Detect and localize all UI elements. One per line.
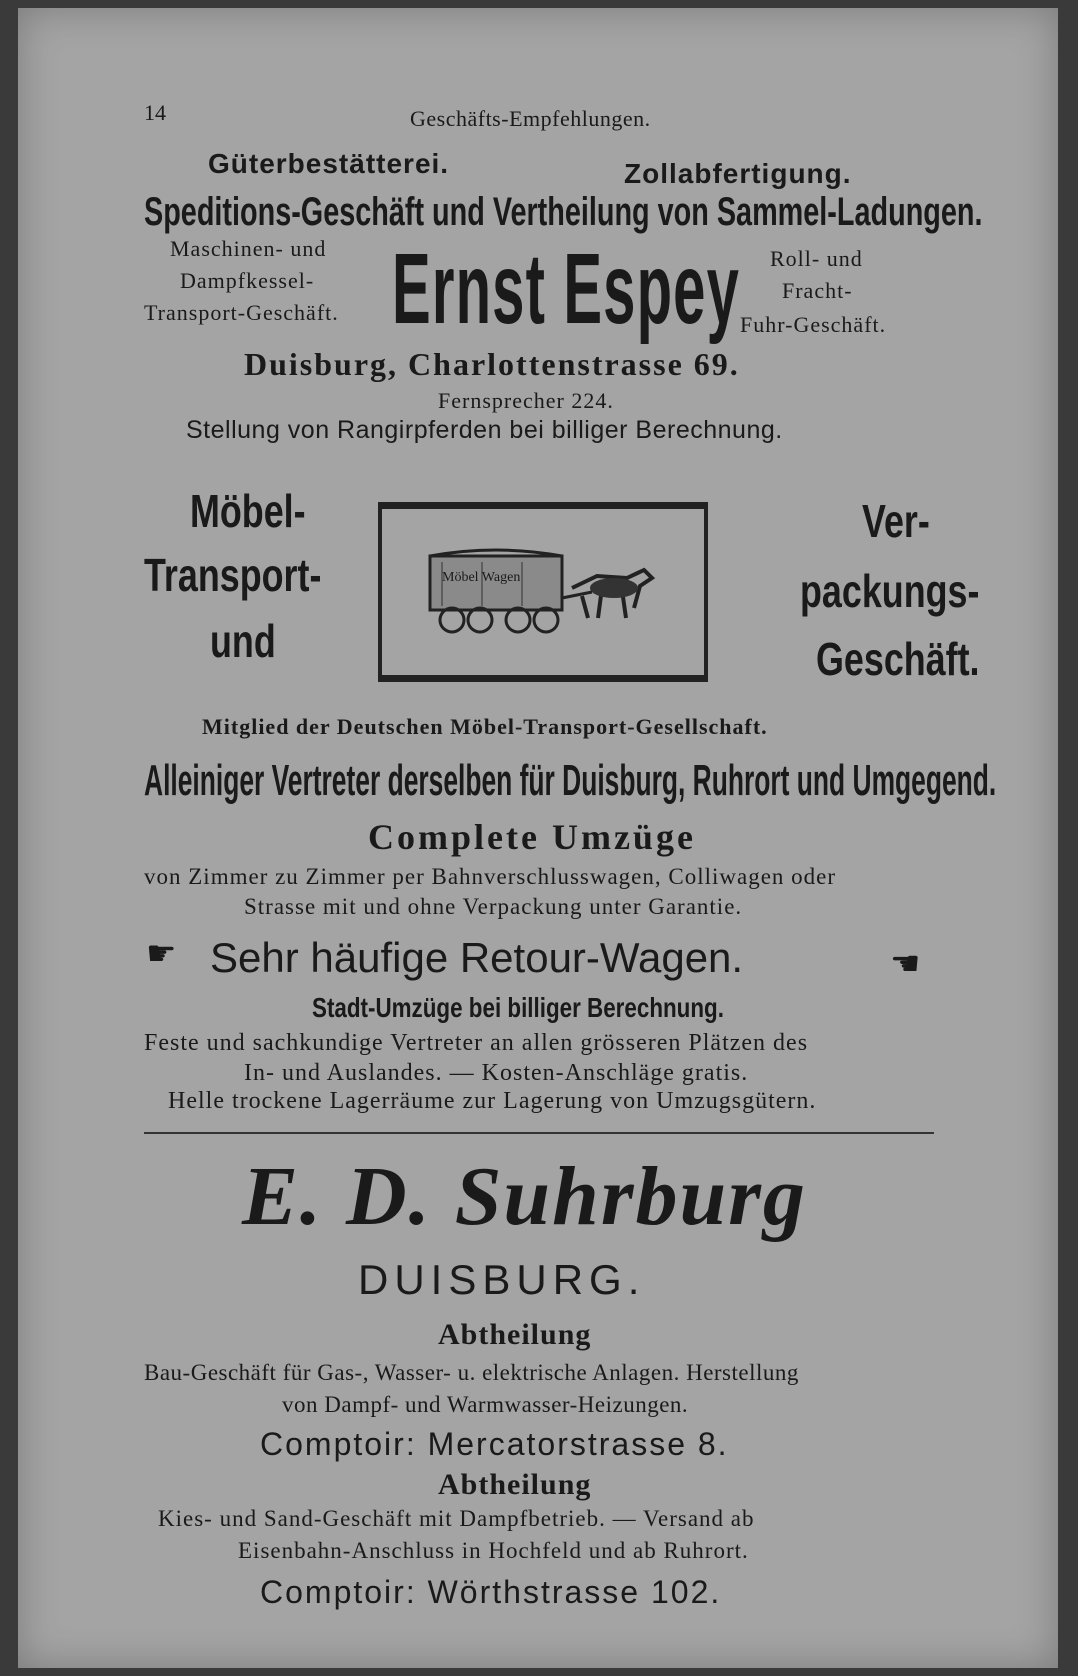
left-block-3: und	[210, 615, 276, 667]
espey-headline: Speditions-Geschäft und Vertheilung von Sammel-Ladungen.	[144, 190, 983, 234]
running-title: Geschäfts-Empfehlungen.	[410, 106, 651, 131]
section1-office: Comptoir: Mercatorstrasse 8.	[260, 1426, 729, 1462]
city-moves-line: Stadt-Umzüge bei billiger Berechnung.	[312, 992, 724, 1023]
company-name-espey: Ernst Espey	[392, 233, 741, 345]
suhrburg-city: DUISBURG.	[358, 1256, 646, 1303]
left-block-1: Möbel-	[190, 485, 306, 537]
complete-moves-line-2: Strasse mit und ohne Verpackung unter Garantie.	[244, 894, 743, 919]
section1-title: Abtheilung	[438, 1318, 592, 1351]
page	[18, 8, 1058, 1668]
right-block-1: Ver-	[862, 495, 930, 547]
right-block-2: packungs-	[800, 565, 980, 617]
storage-line: Helle trockene Lagerräume zur Lagerung von Umzugsgütern.	[168, 1088, 817, 1114]
wagon-label: Möbel Wagen	[442, 570, 521, 585]
pointing-hand-right-icon: ☚	[890, 944, 921, 984]
section1-line-1: Bau-Geschäft für Gas-, Wasser- u. elektrische Anlagen. Herstellung	[144, 1360, 799, 1385]
espey-service-line: Stellung von Rangirpferden bei billiger Berechnung.	[186, 416, 783, 444]
left-service-3: Transport-Geschäft.	[144, 300, 339, 325]
page-number: 14	[144, 100, 166, 125]
espey-address: Duisburg, Charlottenstrasse 69.	[244, 346, 740, 382]
section2-title: Abtheilung	[438, 1468, 592, 1501]
right-service-1: Roll- und	[770, 246, 863, 271]
membership-line: Mitglied der Deutschen Möbel-Transport-Gesellschaft.	[202, 714, 768, 739]
complete-moves-line-1: von Zimmer zu Zimmer per Bahnverschlusswagen, Colliwagen oder	[144, 864, 837, 889]
section2-line-2: Eisenbahn-Anschluss in Hochfeld und ab Ruhrort.	[238, 1538, 749, 1563]
left-block-2: Transport-	[144, 549, 322, 601]
complete-moves-heading: Complete Umzüge	[368, 817, 696, 857]
agents-line-2: In- und Auslandes. — Kosten-Anschläge gratis.	[244, 1060, 749, 1086]
section2-line-1: Kies- und Sand-Geschäft mit Dampfbetrieb. — Versand ab	[158, 1506, 755, 1531]
right-block-3: Geschäft.	[816, 633, 980, 685]
left-service-2: Dampfkessel-	[180, 268, 315, 293]
top-left-heading: Güterbestätterei.	[208, 148, 450, 179]
espey-phone: Fernsprecher 224.	[438, 388, 614, 413]
moving-wagon-illustration	[422, 548, 662, 638]
agents-line-1: Feste und sachkundige Vertreter an allen grösseren Plätzen des	[144, 1030, 809, 1056]
right-service-2: Fracht-	[782, 278, 853, 303]
right-service-3: Fuhr-Geschäft.	[740, 312, 887, 337]
company-name-suhrburg: E. D. Suhrburg	[242, 1150, 807, 1243]
section2-office: Comptoir: Wörthstrasse 102.	[260, 1574, 722, 1610]
section-divider	[144, 1132, 934, 1134]
top-right-heading: Zollabfertigung.	[624, 158, 852, 189]
section1-line-2: von Dampf- und Warmwasser-Heizungen.	[282, 1392, 689, 1417]
sole-agent-line: Alleiniger Vertreter derselben für Duisburg, Ruhrort und Umgegend.	[144, 756, 997, 805]
return-wagons-line: Sehr häufige Retour-Wagen.	[210, 934, 744, 981]
pointing-hand-left-icon: ☛	[146, 934, 177, 974]
left-service-1: Maschinen- und	[170, 236, 327, 261]
